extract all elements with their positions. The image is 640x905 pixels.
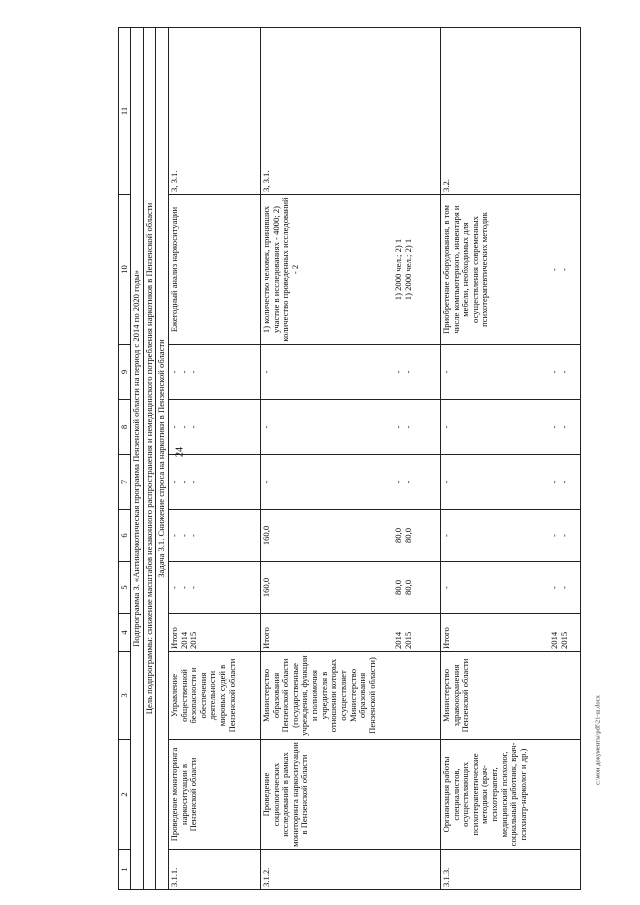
value-cell	[440, 455, 580, 510]
value-cell	[260, 400, 440, 455]
col-header: 5	[119, 562, 131, 614]
value: -	[168, 534, 179, 537]
value: -	[188, 534, 199, 537]
value-cell	[260, 455, 440, 510]
value: -	[168, 370, 179, 374]
value-cell	[440, 400, 580, 455]
value: -	[178, 480, 189, 484]
value: -	[178, 534, 189, 537]
subprogram-goal: Цель подпрограммы: снижение масштабов незаконного распространения и немедицинского потребления наркотиков в Пензенской области	[143, 28, 156, 890]
result: Приобретение оборудования, в том числе компьютерного, инвентаря и мебели, необходимых для осуществления современных психотерапевтических методик	[440, 205, 490, 334]
executor: Министерство здравоохранения Пензенской области	[440, 652, 580, 740]
page-number: 24	[174, 447, 186, 457]
value: -	[440, 586, 451, 589]
value-cell	[168, 562, 260, 614]
value: -	[548, 425, 559, 429]
value: 80,0	[392, 527, 403, 544]
value: -	[260, 425, 271, 429]
value: -	[402, 425, 413, 429]
result: 1) 2000 чел.; 2) 1	[402, 238, 413, 301]
value: -	[392, 370, 403, 374]
value: -	[440, 534, 451, 537]
col-header: 1	[119, 850, 131, 890]
value: -	[168, 425, 179, 429]
year: Итого	[440, 627, 451, 649]
result: 1) количество человек, принявших участие в исследованиях - 4000; 2) количество проведенных исследований - 2	[260, 197, 300, 342]
value: -	[260, 480, 271, 484]
years-cell	[168, 614, 260, 652]
event-name: Проведение мониторинга наркоситуации в Пензенской области	[168, 740, 260, 850]
executor: Управление общественной безопасности и обеспечения деятельности мировых судей в Пензенской области	[168, 652, 260, 740]
value: -	[188, 425, 199, 429]
value-cell	[168, 345, 260, 400]
row-number: 3.1.2.	[260, 850, 440, 890]
footer-path: c:\мои документы\pdf\21-ш.docx	[594, 695, 602, 785]
result: -	[558, 268, 569, 271]
row-number: 3.1.1.	[168, 850, 260, 890]
year: 2015	[402, 631, 413, 649]
col-header: 3	[119, 652, 131, 740]
value: -	[558, 480, 569, 484]
col-header: 7	[119, 455, 131, 510]
year: 2014	[178, 631, 189, 649]
value: -	[402, 370, 413, 374]
year: 2014	[548, 631, 559, 649]
year: Итого	[260, 627, 271, 649]
result-cell	[168, 195, 260, 345]
col-header: 9	[119, 345, 131, 400]
table-row	[168, 28, 260, 890]
value-cell	[168, 400, 260, 455]
subprogram-title: Подпрограмма 3. «Антинаркотическая программа Пензенской области на период с 2014 по 2020 годы»	[131, 28, 144, 890]
value-cell	[168, 510, 260, 562]
program-table	[118, 27, 581, 890]
value: -	[558, 425, 569, 429]
target-ref: 3, 3.1.	[168, 28, 260, 195]
value: -	[168, 586, 179, 589]
task-title: Задача 3.1. Снижение спроса на наркотики в Пензенской области	[156, 28, 169, 890]
event-name: Проведение социологических исследований в рамках мониторинга наркоситуации в Пензенской области	[260, 740, 440, 850]
value: -	[188, 586, 199, 589]
col-header: 10	[119, 195, 131, 345]
value: 80,0	[402, 527, 413, 544]
year: 2014	[392, 631, 403, 649]
value: -	[188, 370, 199, 374]
value: -	[440, 370, 451, 374]
target-ref: 3.2.	[440, 28, 580, 195]
year: 2015	[558, 631, 569, 649]
result: 1) 2000 чел.; 2) 1	[392, 238, 403, 301]
target-ref: 3, 3.1.	[260, 28, 440, 195]
value-cell	[440, 510, 580, 562]
table-row	[440, 28, 580, 890]
col-header: 4	[119, 614, 131, 652]
value: -	[260, 370, 271, 374]
value: -	[548, 480, 559, 484]
value: -	[178, 425, 189, 429]
column-number-row	[119, 28, 131, 890]
value: 80,0	[392, 579, 403, 596]
result-cell	[440, 195, 580, 345]
value: -	[548, 370, 559, 374]
table-row	[260, 28, 440, 890]
value: -	[392, 480, 403, 484]
value: -	[558, 534, 569, 537]
value: -	[440, 480, 451, 484]
result: Ежегодный анализ наркоситуации	[168, 206, 179, 333]
value: -	[178, 586, 189, 589]
years-cell	[440, 614, 580, 652]
col-header: 8	[119, 400, 131, 455]
value: -	[558, 370, 569, 374]
value-cell	[260, 345, 440, 400]
col-header: 11	[119, 28, 131, 195]
value: -	[178, 370, 189, 374]
value: -	[558, 586, 569, 589]
row-number: 3.1.3.	[440, 850, 580, 890]
year: Итого	[168, 627, 179, 649]
value: -	[402, 480, 413, 484]
value: -	[392, 425, 403, 429]
executor: Министерство образования Пензенской области (государственные учреждения, функции и полномочия учредителя в отношении которых осуществляет Министерство образования Пензенской области)	[260, 652, 440, 740]
value: -	[188, 480, 199, 484]
value-cell	[260, 562, 440, 614]
value: -	[548, 534, 559, 537]
col-header: 2	[119, 740, 131, 850]
event-name: Организация работы специалистов, осуществляющих психотерапевтические методики (врач-психотерапевт, медицинский психолог, социальный работник, врач-психиатр-нарколог и др.)	[440, 740, 580, 850]
value-cell	[260, 510, 440, 562]
value: 160,0	[260, 577, 271, 598]
value-cell	[440, 562, 580, 614]
value: -	[168, 480, 179, 484]
value-cell	[168, 455, 260, 510]
value: 160,0	[260, 525, 271, 546]
value: -	[548, 586, 559, 589]
result-cell	[260, 195, 440, 345]
value: 80,0	[402, 579, 413, 596]
col-header: 6	[119, 510, 131, 562]
year: 2015	[188, 631, 199, 649]
years-cell	[260, 614, 440, 652]
value: -	[440, 425, 451, 429]
result: -	[548, 268, 559, 271]
rotated-table-container	[118, 28, 590, 890]
value-cell	[440, 345, 580, 400]
